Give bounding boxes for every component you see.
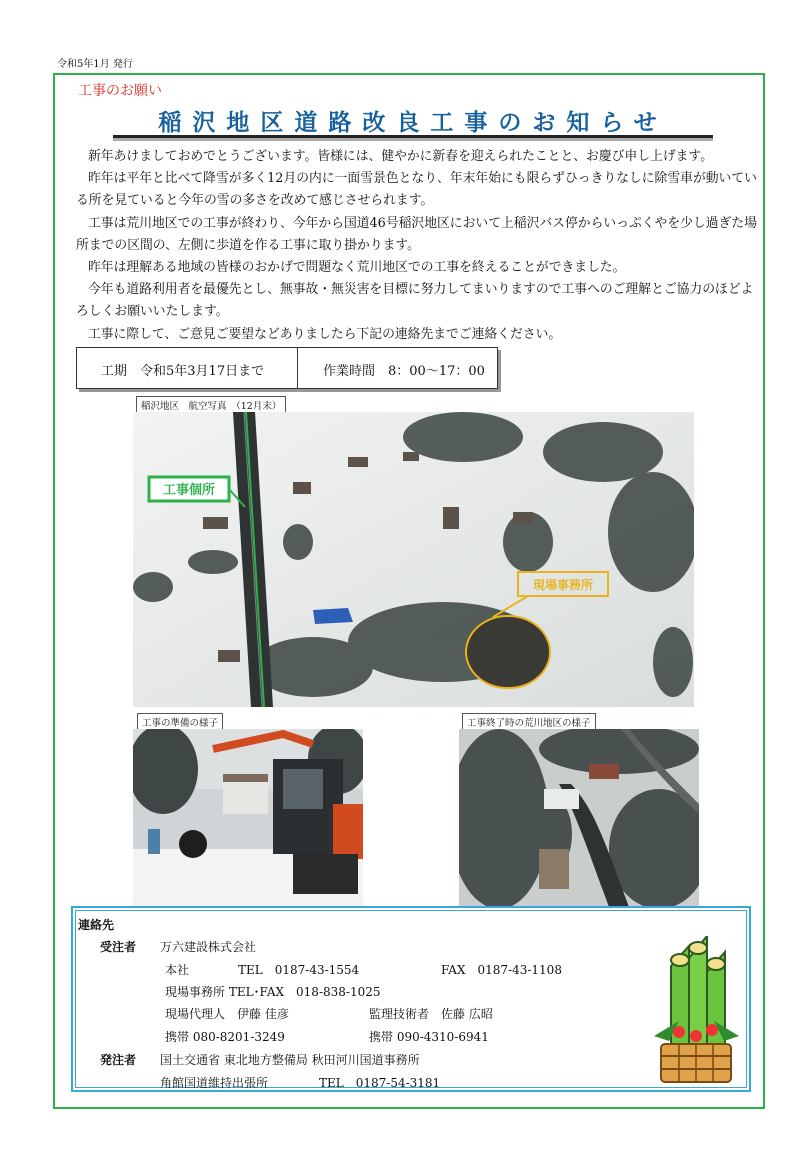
done-caption: 工事終了時の荒川地区の様子 bbox=[462, 713, 596, 731]
contractor-label: 受注者 bbox=[100, 940, 137, 954]
client-label: 発注者 bbox=[100, 1053, 137, 1067]
mobile-2: 携帯 090-4310-6941 bbox=[369, 1030, 489, 1044]
paragraph: 工事に際して、ご意見ご要望などありましたら下記の連絡先までご連絡ください。 bbox=[88, 326, 562, 342]
prep-photo-image bbox=[133, 729, 363, 907]
supervisor: 監理技術者 佐藤 広昭 bbox=[369, 1007, 493, 1021]
branch-tel: TEL 0187-54-3181 bbox=[319, 1076, 441, 1090]
aerial-caption: 稲沢地区 航空写真 （12月末） bbox=[136, 396, 286, 414]
contact-heading: 連絡先 bbox=[78, 918, 115, 932]
done-photo-image bbox=[459, 729, 699, 907]
site-agent: 現場代理人 伊藤 佳彦 bbox=[165, 1007, 289, 1021]
hq-tel: TEL 0187-43-1554 bbox=[238, 963, 360, 977]
mobile-1: 携帯 080-8201-3249 bbox=[165, 1030, 285, 1044]
paragraph: 昨年は理解ある地域の皆様のおかげで問題なく荒川地区での工事を終えることができました。 bbox=[88, 260, 626, 276]
branch-office: 角館国道維持出張所 bbox=[160, 1076, 269, 1090]
site-office-label: 現場事務所 bbox=[532, 578, 594, 592]
paragraph: 新年あけましておめでとうございます。皆様には、健やかに新春を迎えられたことと、お慶び申し上げます。 bbox=[88, 149, 713, 164]
working-hours: 作業時間 8：00～17：00 bbox=[323, 364, 485, 379]
contact-box bbox=[71, 906, 751, 1092]
aerial-photo bbox=[133, 412, 694, 707]
kadomatsu-icon bbox=[649, 936, 744, 1086]
contractor-name: 万六建設株式会社 bbox=[160, 940, 257, 954]
done-photo bbox=[459, 729, 699, 907]
prep-photo bbox=[133, 729, 363, 907]
paragraph: 昨年は平年と比べて降雪が多く12月の内に一面雪景色となり、年末年始にも限らずひっきりなしに除雪車が動いている所を見ていると今年の雪の多さを改めて感じさせられます。 bbox=[76, 171, 757, 209]
paragraph: 今年も道路利用者を最優先とし、無事故・無災害を目標に努力してまいりますので工事へのご理解とご協力のほどよろしくお願いいたします。 bbox=[76, 282, 754, 320]
period-divider bbox=[297, 348, 298, 388]
request-label: 工事のお願い bbox=[78, 83, 162, 99]
site-office-contact: 現場事務所 TEL･FAX 018-838-1025 bbox=[165, 985, 381, 999]
hq-fax: FAX 0187-43-1108 bbox=[441, 963, 562, 977]
period-box bbox=[76, 347, 498, 389]
construction-site-label: 工事個所 bbox=[162, 483, 216, 498]
construction-term: 工期 令和5年3月17日まで bbox=[101, 364, 265, 379]
page-title: 稲沢地区道路改良工事のお知らせ bbox=[158, 110, 668, 136]
aerial-photo-image bbox=[133, 412, 694, 707]
client-name: 国土交通省 東北地方整備局 秋田河川国道事務所 bbox=[160, 1053, 420, 1067]
issue-date: 令和5年1月 発行 bbox=[57, 59, 133, 70]
title-banner bbox=[113, 101, 713, 138]
body-text bbox=[76, 146, 766, 346]
hq-label: 本社 bbox=[165, 963, 190, 977]
paragraph: 工事は荒川地区での工事が終わり、今年から国道46号稲沢地区において上稲沢バス停からいっぷくやを少し過ぎた場所までの区間の、左側に歩道を作る工事に取り掛かります。 bbox=[76, 215, 757, 253]
prep-caption: 工事の準備の様子 bbox=[137, 713, 223, 731]
